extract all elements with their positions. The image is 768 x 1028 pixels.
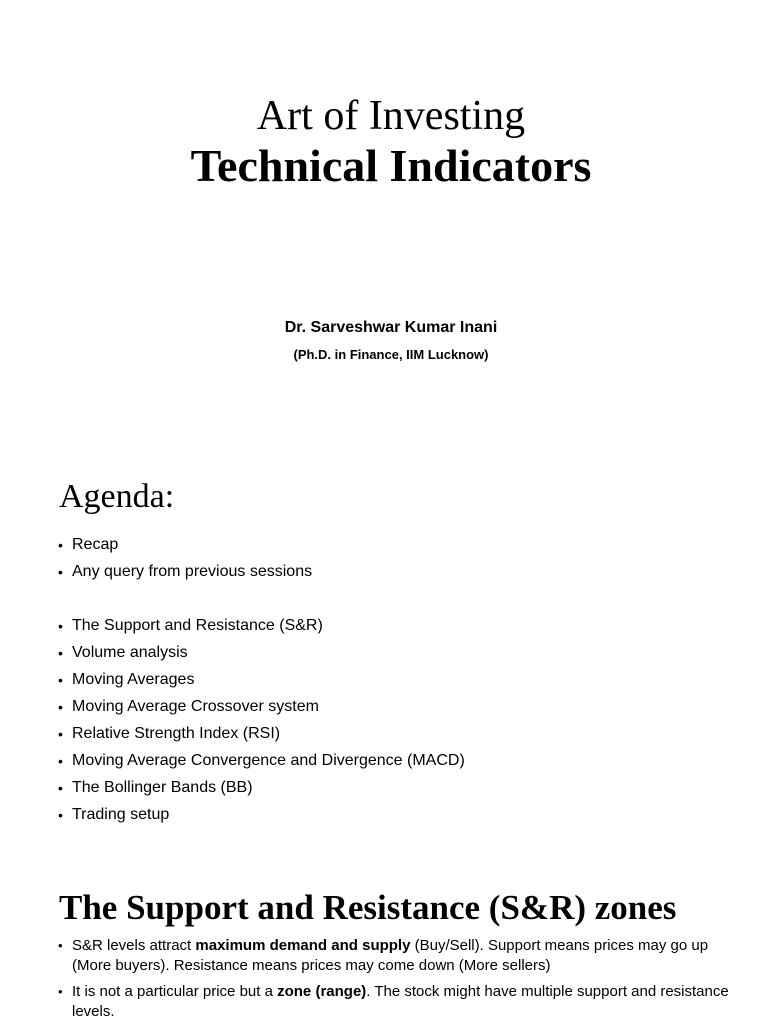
agenda-item-label: Moving Average Crossover system — [72, 698, 319, 715]
agenda-item — [58, 616, 465, 643]
sr-bullet-emphasis: maximum demand and supply — [195, 937, 411, 954]
bullet-icon: • — [58, 753, 63, 769]
agenda-list — [58, 535, 465, 832]
sr-bullet-emphasis: zone (range) — [277, 983, 367, 1000]
agenda-item — [58, 670, 465, 697]
bullet-icon: • — [58, 618, 63, 634]
author-name: Dr. Sarveshwar Kumar Inani — [284, 319, 498, 336]
agenda-item-label: Moving Average Convergence and Divergence (MACD) — [72, 752, 465, 769]
author-affiliation: (Ph.D. in Finance, IIM Lucknow) — [293, 347, 489, 362]
bullet-icon: • — [58, 780, 63, 796]
agenda-item — [58, 535, 465, 562]
title-line-1: Art of Investing — [256, 93, 526, 139]
agenda-item — [58, 805, 465, 832]
agenda-item-label: The Bollinger Bands (BB) — [72, 779, 253, 796]
bullet-icon: • — [58, 699, 63, 715]
agenda-item-label: The Support and Resistance (S&R) — [72, 617, 323, 634]
bullet-icon: • — [58, 537, 63, 553]
bullet-icon: • — [58, 726, 63, 742]
agenda-item-label: Recap — [72, 536, 119, 553]
bullet-icon: • — [58, 672, 63, 688]
agenda-item — [58, 751, 465, 778]
sr-bullet — [58, 936, 748, 976]
bullet-icon: • — [58, 984, 63, 999]
bullet-icon: • — [58, 807, 63, 823]
bullet-icon: • — [58, 938, 63, 953]
bullet-icon: • — [58, 564, 63, 580]
agenda-item-label: Relative Strength Index (RSI) — [72, 725, 281, 742]
sr-bullet-text-pre: It is not a particular price but a — [72, 983, 278, 1000]
sr-bullet-text-pre: S&R levels attract — [72, 937, 196, 954]
bullet-icon: • — [58, 645, 63, 661]
agenda-item — [58, 643, 465, 670]
agenda-item — [58, 697, 465, 724]
agenda-heading: Agenda: — [59, 478, 175, 515]
sr-bullet — [58, 982, 748, 1022]
agenda-item-label: Trading setup — [72, 806, 170, 823]
agenda-item-label: Volume analysis — [72, 644, 188, 661]
agenda-item-label: Moving Averages — [72, 671, 195, 688]
agenda-item — [58, 724, 465, 751]
title-line-2: Technical Indicators — [190, 140, 592, 191]
agenda-item — [58, 778, 465, 805]
section-heading: The Support and Resistance (S&R) zones — [59, 888, 677, 927]
sr-bullet-list — [58, 936, 748, 1028]
sr-bullet-text-post: (Buy/Sell). Support means prices may go up (More buyers). Resistance means prices may come down (More sellers) — [72, 937, 709, 974]
agenda-item-label: Any query from previous sessions — [72, 563, 313, 580]
sr-bullet-text-post: . The stock might have multiple support and resistance levels. — [72, 983, 729, 1020]
agenda-item — [58, 562, 465, 589]
